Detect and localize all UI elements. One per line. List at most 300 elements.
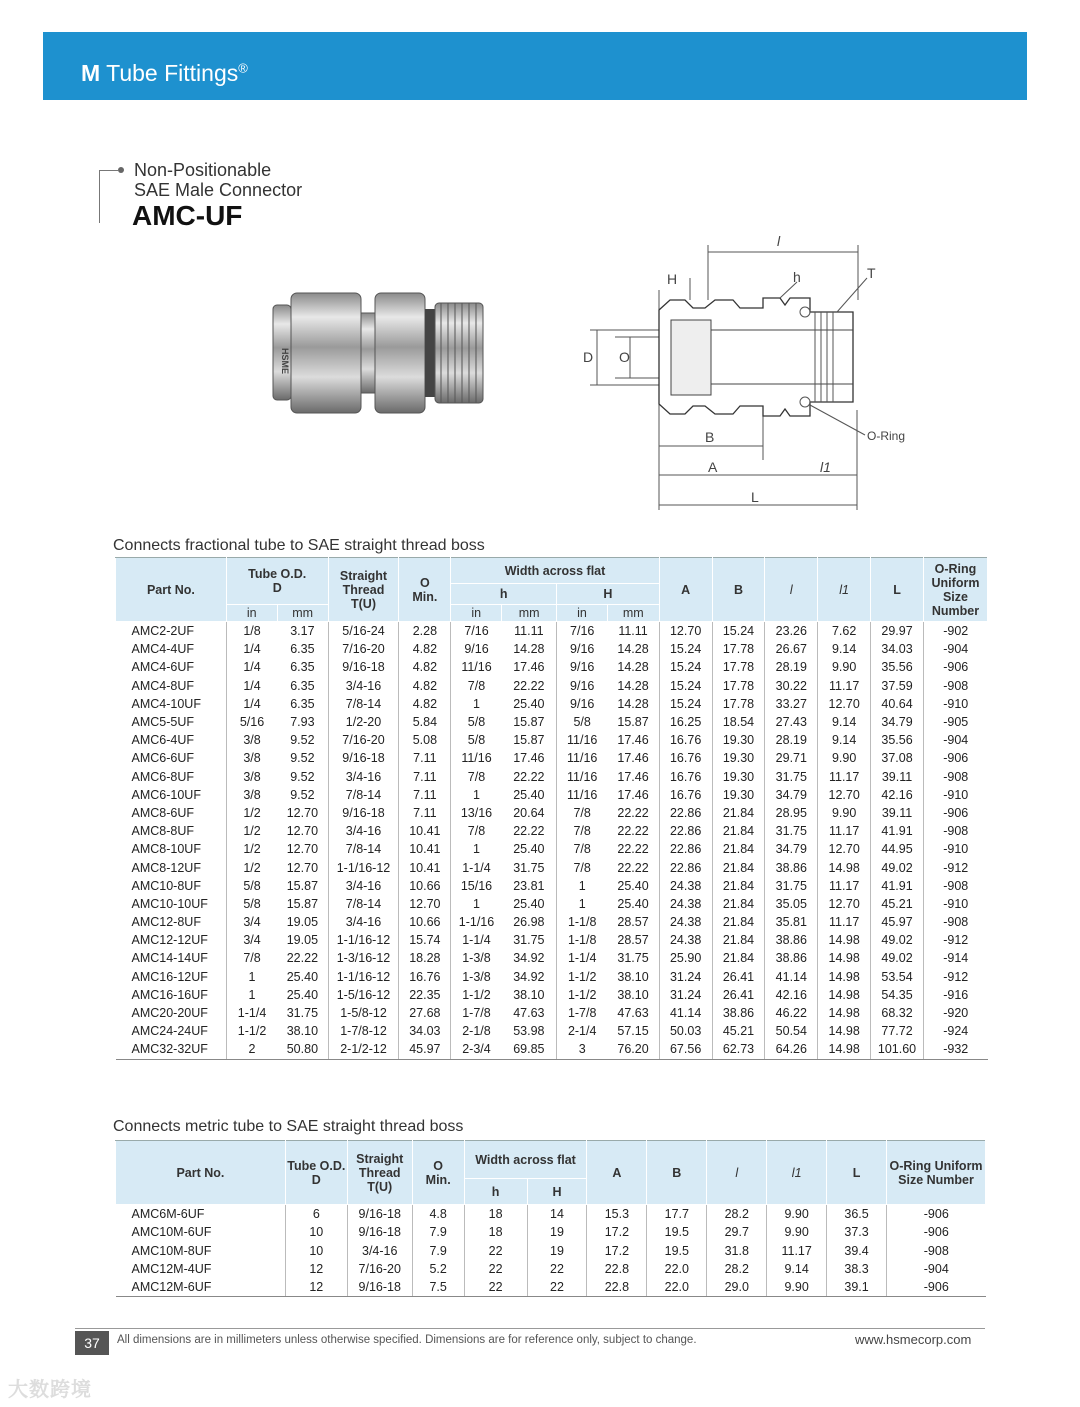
fractional-caption: Connects fractional tube to SAE straight thread boss xyxy=(113,537,485,554)
table-row xyxy=(116,731,988,749)
table-cell: 1/2 xyxy=(243,860,261,875)
table-cell: 39.11 xyxy=(871,768,924,786)
col-l1: l1 xyxy=(767,1141,827,1205)
table-cell: -924 xyxy=(943,1024,969,1039)
table-cell: 4.82 xyxy=(399,677,451,695)
unit-in: in xyxy=(226,605,277,622)
table-cell: 12.70 xyxy=(818,895,871,913)
table-cell: 1/4 xyxy=(243,696,261,711)
table-cell: 47.63 xyxy=(607,1004,659,1022)
table-cell: 12.70 xyxy=(818,695,871,713)
table-cell: 1-7/8-12 xyxy=(328,1022,399,1040)
table-cell: 12.70 xyxy=(277,840,328,858)
col-part-no: Part No. xyxy=(116,1141,286,1205)
table-cell: 6.35 xyxy=(277,695,328,713)
dim-l-label: l xyxy=(777,233,781,249)
table-cell: 38.86 xyxy=(765,931,818,949)
footer-disclaimer: All dimensions are in millimeters unless otherwise specified. Dimensions are for reference only, subject to change. xyxy=(117,1334,697,1346)
table-cell: 45.21 xyxy=(871,895,924,913)
table-cell: 14.28 xyxy=(607,640,659,658)
table-cell: 1-1/2 xyxy=(567,969,597,984)
table-row xyxy=(116,1004,988,1022)
table-cell: -908 xyxy=(943,878,969,893)
part-number-cell: AMC16-16UF xyxy=(116,986,227,1004)
table-cell: 7.62 xyxy=(818,622,871,641)
table-cell: 9.90 xyxy=(767,1278,827,1297)
part-number-cell: AMC32-32UF xyxy=(116,1040,227,1059)
table-cell: 24.38 xyxy=(659,913,712,931)
table-cell: 1-3/16-12 xyxy=(328,949,399,967)
table-cell: 21.84 xyxy=(712,840,765,858)
col-B: B xyxy=(647,1141,707,1205)
table-cell: 7.93 xyxy=(277,713,328,731)
table-cell: -908 xyxy=(923,1243,949,1258)
table-cell: 3/4 xyxy=(243,933,261,948)
part-number-cell: AMC12M-4UF xyxy=(116,1260,286,1278)
table-cell: 18 xyxy=(464,1223,527,1241)
table-cell: 1-1/16-12 xyxy=(328,968,399,986)
table-cell: 28.19 xyxy=(765,731,818,749)
table-cell: -906 xyxy=(923,1225,949,1240)
table-cell: -906 xyxy=(943,751,969,766)
table-cell: 31.75 xyxy=(765,822,818,840)
table-cell: 3/4-16 xyxy=(328,877,399,895)
table-cell: 22.8 xyxy=(587,1260,647,1278)
unit-in: in xyxy=(451,605,502,622)
part-number-cell: AMC8-8UF xyxy=(116,822,227,840)
dim-A-label: A xyxy=(708,459,718,475)
part-number-cell: AMC20-20UF xyxy=(116,1004,227,1022)
table-cell: 7.11 xyxy=(399,786,451,804)
unit-mm: mm xyxy=(607,605,659,622)
part-number-cell: AMC5-5UF xyxy=(116,713,227,731)
dim-B-label: B xyxy=(705,429,715,445)
table-cell: 10 xyxy=(285,1242,347,1260)
table-row xyxy=(116,968,988,986)
table-cell: 15.3 xyxy=(587,1205,647,1224)
table-cell: 40.64 xyxy=(871,695,924,713)
header-banner xyxy=(43,32,1027,100)
table-cell: 23.81 xyxy=(502,877,557,895)
col-A: A xyxy=(587,1141,647,1205)
table-cell: 1-1/2 xyxy=(567,987,597,1002)
table-cell: 22.22 xyxy=(277,949,328,967)
page-title: M Tube Fittings® xyxy=(81,60,248,86)
table-cell: 9.90 xyxy=(767,1205,827,1224)
table-cell: 10.66 xyxy=(399,913,451,931)
col-straight-thread: Straight Thread T(U) xyxy=(347,1141,412,1205)
table-cell: 7/8 xyxy=(573,860,591,875)
table-row xyxy=(116,858,988,876)
table-cell: 19.30 xyxy=(712,768,765,786)
table-cell: 28.2 xyxy=(707,1205,767,1224)
table-cell: 25.40 xyxy=(502,786,557,804)
table-cell: 3/4-16 xyxy=(328,822,399,840)
table-row xyxy=(116,895,988,913)
table-cell: 19 xyxy=(527,1223,587,1241)
table-cell: 2-3/4 xyxy=(451,1040,502,1059)
col-l: l xyxy=(765,558,818,622)
oring-label: O-Ring xyxy=(867,429,906,443)
table-cell: 1-5/8-12 xyxy=(328,1004,399,1022)
table-cell: 9/16-18 xyxy=(347,1205,412,1224)
table-cell: 31.75 xyxy=(502,931,557,949)
table-cell: 34.03 xyxy=(399,1022,451,1040)
table-cell: 9.14 xyxy=(818,640,871,658)
dim-T-label: T xyxy=(867,265,876,281)
table-cell: 17.78 xyxy=(712,658,765,676)
table-cell: 45.21 xyxy=(712,1022,765,1040)
table-cell: 49.02 xyxy=(871,858,924,876)
table-cell: 25.40 xyxy=(277,986,328,1004)
table-cell: 27.68 xyxy=(399,1004,451,1022)
dim-O-label: O xyxy=(619,349,630,365)
table-cell: 16.25 xyxy=(659,713,712,731)
part-number-cell: AMC6M-6UF xyxy=(116,1205,286,1224)
table-row xyxy=(116,713,988,731)
table-cell: 27.43 xyxy=(765,713,818,731)
table-row xyxy=(116,822,988,840)
table-cell: 22.0 xyxy=(647,1260,707,1278)
table-cell: 62.73 xyxy=(712,1040,765,1059)
table-cell: 29.0 xyxy=(707,1278,767,1297)
table-cell: 1-1/4 xyxy=(567,951,597,966)
table-cell: 23.26 xyxy=(765,622,818,641)
table-cell: 17.2 xyxy=(587,1223,647,1241)
table-cell: 49.02 xyxy=(871,931,924,949)
table-cell: 17.46 xyxy=(607,786,659,804)
table-cell: 22.22 xyxy=(607,840,659,858)
table-cell: 25.90 xyxy=(659,949,712,967)
table-cell: 1-1/2 xyxy=(237,1024,267,1039)
table-cell: -920 xyxy=(943,1006,969,1021)
table-cell: 12.70 xyxy=(659,622,712,641)
table-cell: 37.08 xyxy=(871,749,924,767)
dim-l1-label: l1 xyxy=(820,459,831,475)
page-number: 37 xyxy=(75,1331,109,1355)
col-A: A xyxy=(659,558,712,622)
table-cell: 11/16 xyxy=(461,751,492,766)
col-L: L xyxy=(871,558,924,622)
table-cell: 12.70 xyxy=(277,822,328,840)
table-cell: 31.8 xyxy=(707,1242,767,1260)
table-cell: 67.56 xyxy=(659,1040,712,1059)
table-cell: 7/16 xyxy=(570,624,595,639)
table-cell: 3/8 xyxy=(243,733,261,748)
unit-in: in xyxy=(557,605,608,622)
table-cell: 1/2 xyxy=(243,824,261,839)
table-cell: 50.54 xyxy=(765,1022,818,1040)
table-cell: 25.40 xyxy=(277,968,328,986)
col-width-across-flat: Width across flat xyxy=(451,558,659,584)
table-cell: 10.66 xyxy=(399,877,451,895)
table-cell: 22.22 xyxy=(607,804,659,822)
table-cell: -912 xyxy=(943,860,969,875)
table-cell: -904 xyxy=(943,642,969,657)
table-row xyxy=(116,1205,986,1224)
table-cell: 39.1 xyxy=(827,1278,887,1297)
table-cell: 11.17 xyxy=(818,768,871,786)
col-oring: O-Ring Uniform Size Number xyxy=(923,558,987,622)
part-number-cell: AMC6-10UF xyxy=(116,786,227,804)
table-cell: 34.79 xyxy=(871,713,924,731)
table-cell: -910 xyxy=(943,787,969,802)
table-row xyxy=(116,840,988,858)
table-cell: 1 xyxy=(473,896,480,911)
unit-mm: mm xyxy=(277,605,328,622)
table-cell: 7.9 xyxy=(412,1223,464,1241)
col-H: H xyxy=(557,584,660,605)
table-cell: 14.98 xyxy=(818,931,871,949)
table-cell: 19.30 xyxy=(712,731,765,749)
table-cell: 19.05 xyxy=(277,931,328,949)
table-row xyxy=(116,1260,986,1278)
col-o-min: O Min. xyxy=(399,558,451,622)
table-row xyxy=(116,786,988,804)
table-cell: -908 xyxy=(943,678,969,693)
table-cell: 36.5 xyxy=(827,1205,887,1224)
table-cell: 9/16 xyxy=(464,642,489,657)
table-cell: 21.84 xyxy=(712,877,765,895)
table-cell: 1/4 xyxy=(243,660,261,675)
part-number-cell: AMC6-8UF xyxy=(116,768,227,786)
table-cell: 21.84 xyxy=(712,949,765,967)
table-cell: 22.86 xyxy=(659,804,712,822)
table-cell: 9.14 xyxy=(818,731,871,749)
table-cell: 10.41 xyxy=(399,822,451,840)
table-cell: 101.60 xyxy=(871,1040,924,1059)
table-cell: 41.14 xyxy=(659,1004,712,1022)
table-cell: 77.72 xyxy=(871,1022,924,1040)
table-cell: 1 xyxy=(248,969,256,984)
table-cell: 15.24 xyxy=(659,677,712,695)
table-cell: 4.82 xyxy=(399,640,451,658)
part-number-cell: AMC4-6UF xyxy=(116,658,227,676)
table-cell: 22 xyxy=(464,1278,527,1297)
part-number-cell: AMC10-8UF xyxy=(116,877,227,895)
table-cell: 9.52 xyxy=(277,786,328,804)
part-number-cell: AMC10-10UF xyxy=(116,895,227,913)
table-cell: 31.75 xyxy=(607,949,659,967)
col-tube-od: Tube O.D. D xyxy=(285,1141,347,1205)
table-row xyxy=(116,695,988,713)
table-cell: 6.35 xyxy=(277,658,328,676)
table-cell: 34.92 xyxy=(502,949,557,967)
table-cell: 9/16 xyxy=(570,678,595,693)
table-cell: 9.52 xyxy=(277,731,328,749)
part-number-cell: AMC4-8UF xyxy=(116,677,227,695)
part-number-cell: AMC8-10UF xyxy=(116,840,227,858)
table-cell: -905 xyxy=(943,715,969,730)
part-number-cell: AMC10M-8UF xyxy=(116,1242,286,1260)
table-cell: -916 xyxy=(943,987,969,1002)
part-number-cell: AMC2-2UF xyxy=(116,622,227,641)
table-cell: 7.5 xyxy=(412,1278,464,1297)
table-cell: 28.19 xyxy=(765,658,818,676)
footer-website[interactable]: www.hsmecorp.com xyxy=(855,1332,972,1347)
table-cell: 3 xyxy=(557,1040,608,1059)
table-cell: 9.52 xyxy=(277,768,328,786)
table-cell: 45.97 xyxy=(399,1040,451,1059)
table-cell: 17.78 xyxy=(712,695,765,713)
fractional-table xyxy=(115,557,988,1060)
table-cell: 1-1/16 xyxy=(458,915,495,930)
col-tube-od: Tube O.D. D xyxy=(226,558,328,605)
table-cell: 3/4-16 xyxy=(328,913,399,931)
table-cell: 22 xyxy=(464,1260,527,1278)
table-cell: 76.20 xyxy=(607,1040,659,1059)
table-cell: 14 xyxy=(527,1205,587,1224)
table-cell: -908 xyxy=(943,824,969,839)
table-cell: 7/8 xyxy=(467,678,486,693)
table-cell: 38.3 xyxy=(827,1260,887,1278)
product-type-line2: SAE Male Connector xyxy=(134,180,303,200)
table-cell: 22 xyxy=(464,1242,527,1260)
table-cell: 34.79 xyxy=(765,786,818,804)
table-cell: 11/16 xyxy=(567,751,598,766)
table-cell: 11.17 xyxy=(818,677,871,695)
table-cell: 9.90 xyxy=(767,1223,827,1241)
table-cell: 1 xyxy=(473,787,480,802)
table-cell: 17.46 xyxy=(607,768,659,786)
col-L: L xyxy=(827,1141,887,1205)
table-cell: 9/16-18 xyxy=(347,1223,412,1241)
table-cell: 1 xyxy=(248,987,256,1002)
table-cell: 26.41 xyxy=(712,968,765,986)
table-cell: 17.78 xyxy=(712,677,765,695)
table-row xyxy=(116,1223,986,1241)
table-cell: 17.46 xyxy=(502,749,557,767)
part-number-cell: AMC10M-6UF xyxy=(116,1223,286,1241)
table-cell: 7/16-20 xyxy=(328,731,399,749)
table-cell: 22.22 xyxy=(607,858,659,876)
table-cell: 7/8 xyxy=(573,824,591,839)
table-cell: 3/4-16 xyxy=(328,768,399,786)
table-cell: 28.57 xyxy=(607,913,659,931)
table-cell: 14.98 xyxy=(818,968,871,986)
table-cell: -904 xyxy=(923,1262,949,1277)
table-cell: 12 xyxy=(285,1260,347,1278)
table-cell: 3/4-16 xyxy=(328,677,399,695)
table-cell: 21.84 xyxy=(712,858,765,876)
metric-caption: Connects metric tube to SAE straight thread boss xyxy=(113,1118,464,1135)
table-cell: 11.17 xyxy=(818,913,871,931)
engraving-text: HSME xyxy=(280,348,290,375)
part-number-cell: AMC8-12UF xyxy=(116,858,227,876)
table-cell: 31.75 xyxy=(765,877,818,895)
table-cell: 19.30 xyxy=(712,749,765,767)
table-cell: -910 xyxy=(943,896,969,911)
table-cell: 35.05 xyxy=(765,895,818,913)
table-cell: 2.28 xyxy=(399,622,451,641)
table-cell: 9/16 xyxy=(570,696,595,711)
table-cell: 25.40 xyxy=(502,695,557,713)
table-cell: 31.75 xyxy=(765,768,818,786)
table-cell: 10 xyxy=(285,1223,347,1241)
table-row xyxy=(116,877,988,895)
table-cell: 13/16 xyxy=(460,805,493,820)
table-cell: 14.28 xyxy=(607,658,659,676)
table-cell: 21.84 xyxy=(712,804,765,822)
table-cell: 16.76 xyxy=(659,786,712,804)
table-cell: 28.2 xyxy=(707,1260,767,1278)
table-cell: 21.84 xyxy=(712,931,765,949)
table-cell: 7.9 xyxy=(412,1242,464,1260)
table-cell: -906 xyxy=(887,1278,986,1297)
metric-table xyxy=(115,1140,986,1297)
table-cell: 1-1/8 xyxy=(567,915,597,930)
table-cell: 29.71 xyxy=(765,749,818,767)
table-row xyxy=(116,1022,988,1040)
table-cell: -908 xyxy=(943,769,969,784)
watermark: 大数跨境 xyxy=(8,1379,92,1401)
table-cell: 38.10 xyxy=(607,968,659,986)
table-cell: 15.87 xyxy=(277,877,328,895)
table-cell: 37.59 xyxy=(871,677,924,695)
heading-bracket xyxy=(99,170,118,223)
table-cell: 7/8-14 xyxy=(328,695,399,713)
table-cell: 7/8 xyxy=(573,805,591,820)
table-cell: 7/8 xyxy=(573,842,591,857)
table-cell: 2-1/4 xyxy=(567,1024,597,1039)
table-cell: 15.87 xyxy=(502,731,557,749)
table-cell: 38.10 xyxy=(277,1022,328,1040)
table-cell: 11.17 xyxy=(818,822,871,840)
table-row xyxy=(116,640,988,658)
table-cell: 12.70 xyxy=(818,786,871,804)
table-cell: 1-1/8 xyxy=(567,933,597,948)
table-cell: 1-1/16-12 xyxy=(328,858,399,876)
table-cell: 3/4-16 xyxy=(347,1242,412,1260)
table-cell: 19.30 xyxy=(712,786,765,804)
table-cell: 9/16-18 xyxy=(328,749,399,767)
col-o-min: O Min. xyxy=(412,1141,464,1205)
table-cell: 22.0 xyxy=(647,1278,707,1297)
table-cell: 31.75 xyxy=(502,858,557,876)
table-cell: 4.82 xyxy=(399,695,451,713)
table-cell: 1 xyxy=(578,896,586,911)
table-cell: 9.90 xyxy=(818,658,871,676)
table-cell: 11.11 xyxy=(502,622,557,641)
table-cell: 1-1/4 xyxy=(462,933,491,948)
table-cell: 6.35 xyxy=(277,677,328,695)
table-cell: 9.14 xyxy=(818,713,871,731)
table-cell: 24.38 xyxy=(659,931,712,949)
table-cell: 22.35 xyxy=(399,986,451,1004)
table-cell: 5/8 xyxy=(573,715,591,730)
table-cell: 38.86 xyxy=(765,949,818,967)
table-cell: 15.87 xyxy=(277,895,328,913)
table-cell: 1-5/16-12 xyxy=(328,986,399,1004)
table-cell: 31.24 xyxy=(659,968,712,986)
table-cell: 41.14 xyxy=(765,968,818,986)
table-cell: 14.28 xyxy=(502,640,557,658)
table-cell: -910 xyxy=(943,842,969,857)
table-cell: 15.87 xyxy=(502,713,557,731)
table-cell: 7/16 xyxy=(464,624,489,639)
table-cell: 38.10 xyxy=(607,986,659,1004)
table-cell: 22.86 xyxy=(659,822,712,840)
col-part-no: Part No. xyxy=(116,558,227,622)
table-cell: 14.98 xyxy=(818,1040,871,1059)
table-cell: 9.52 xyxy=(277,749,328,767)
table-cell: 21.84 xyxy=(712,913,765,931)
table-cell: 26.41 xyxy=(712,986,765,1004)
table-cell: 31.75 xyxy=(277,1004,328,1022)
table-cell: 11.11 xyxy=(607,622,659,641)
table-cell: 47.63 xyxy=(502,1004,557,1022)
part-number-cell: AMC14-14UF xyxy=(116,949,227,967)
